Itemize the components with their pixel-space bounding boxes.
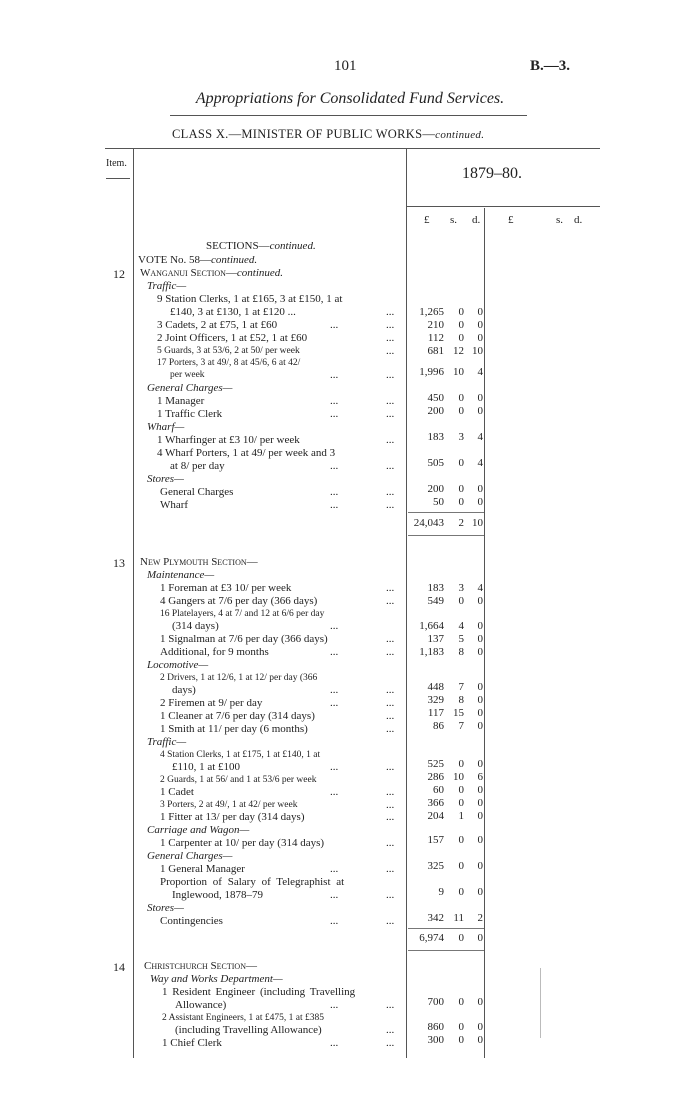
dot-leader: ... [330, 486, 339, 498]
amount-pounds: 1,664 [419, 620, 444, 632]
line-item: 2 Assistant Engineers, 1 at £475, 1 at £385 [162, 1013, 325, 1023]
item-number: 14 [113, 960, 125, 974]
line-item: 16 Platelayers, 4 at 7/ and 12 at 6/6 per day [160, 609, 325, 619]
line-item: Inglewood, 1878–79 [172, 889, 264, 901]
line-item: (including Travelling Allowance) [175, 1024, 322, 1036]
dot-leader: ... [330, 620, 339, 632]
amount-shillings: 10 [453, 366, 464, 378]
line-item: 1 Signalman at 7/6 per day (366 days) [160, 633, 328, 645]
subheading: Traffic— [147, 280, 187, 292]
amount-pence: 0 [477, 483, 483, 495]
amount-shillings: 0 [458, 319, 464, 331]
dot-leader: ... [386, 646, 395, 658]
amount-pounds: 117 [427, 707, 444, 719]
subheading: General Charges— [147, 382, 233, 394]
line-item: (314 days) [172, 620, 219, 632]
amount-pence: 0 [477, 595, 483, 607]
dot-leader: ... [386, 369, 395, 381]
dot-leader: ... [386, 332, 395, 344]
total-shillings: 2 [458, 517, 464, 529]
amount-shillings: 0 [458, 595, 464, 607]
item-column-header: Item. [106, 158, 127, 169]
dot-leader: ... [386, 761, 395, 773]
subheading: Maintenance— [147, 569, 215, 581]
line-item: 1 Chief Clerk [162, 1037, 222, 1049]
amount-shillings: 0 [458, 758, 464, 770]
line-item: at 8/ per day [170, 460, 225, 472]
dot-leader: ... [386, 595, 395, 607]
amount-shillings: 0 [458, 332, 464, 344]
line-item: £110, 1 at £100 [172, 761, 241, 773]
dot-leader: ... [330, 915, 339, 927]
amount-pounds: 183 [427, 582, 444, 594]
dot-leader: ... [386, 863, 395, 875]
amount-pence: 4 [477, 366, 483, 378]
item-number: 12 [113, 267, 125, 281]
dot-leader: ... [386, 499, 395, 511]
amount-shillings: 1 [458, 810, 464, 822]
item-header-rule [106, 178, 130, 179]
subheading: Carriage and Wagon— [147, 824, 250, 836]
line-item: 17 Porters, 3 at 49/, 8 at 45/6, 6 at 42/ [157, 358, 301, 368]
amount-pounds: 448 [427, 681, 444, 693]
dot-leader: ... [386, 434, 395, 446]
amount-pounds: 860 [427, 1021, 444, 1033]
dot-leader: ... [386, 710, 395, 722]
dot-leader: ... [386, 1037, 395, 1049]
vote-heading: VOTE No. 58—continued. [138, 254, 258, 266]
amount-pence: 0 [477, 860, 483, 872]
amount-pence: 2 [477, 912, 483, 924]
line-item: 2 Firemen at 9/ per day [160, 697, 263, 709]
amount-pence: 0 [477, 1034, 483, 1046]
dot-leader: ... [386, 306, 395, 318]
subheading: Way and Works Department— [150, 973, 283, 985]
amount-shillings: 3 [458, 582, 464, 594]
amount-pence: 6 [477, 771, 483, 783]
line-item: 1 Wharfinger at £3 10/ per week [157, 434, 300, 446]
line-item: 2 Guards, 1 at 56/ and 1 at 53/6 per week [160, 775, 317, 785]
amount-pence: 0 [477, 784, 483, 796]
amount-pence: 0 [477, 810, 483, 822]
line-item: 1 Fitter at 13/ per day (314 days) [160, 811, 305, 823]
amount-pence: 0 [477, 392, 483, 404]
dot-leader: ... [386, 345, 395, 357]
subheading: Stores— [147, 902, 184, 914]
amount-pence: 0 [477, 996, 483, 1008]
total-pence: 10 [472, 517, 483, 529]
dot-leader: ... [330, 369, 339, 381]
section-title: Christchurch Section— [144, 960, 257, 972]
amount-pence: 0 [477, 306, 483, 318]
item-column-rule [133, 148, 134, 1058]
amount-pence: 0 [477, 707, 483, 719]
line-item: 1 Manager [157, 395, 205, 407]
amount-pence: 4 [477, 457, 483, 469]
amount-pounds: 525 [427, 758, 444, 770]
dot-leader: ... [330, 1037, 339, 1049]
dot-leader: ... [386, 486, 395, 498]
amount-shillings: 8 [458, 694, 464, 706]
line-item: Wharf [160, 499, 189, 511]
title-rule [170, 115, 527, 116]
dot-leader: ... [386, 799, 395, 811]
line-item: Contingencies [160, 915, 223, 927]
amount-pence: 0 [477, 797, 483, 809]
subheading: General Charges— [147, 850, 233, 862]
amount-shillings: 0 [458, 1021, 464, 1033]
line-item: 1 General Manager [160, 863, 245, 875]
amount-shillings: 7 [458, 720, 464, 732]
amount-shillings: 0 [458, 496, 464, 508]
dot-leader: ... [386, 697, 395, 709]
line-item: 9 Station Clerks, 1 at £165, 3 at £150, 1 at [157, 293, 343, 305]
amount-shillings: 0 [458, 784, 464, 796]
line-item: General Charges [160, 486, 234, 498]
section-title: New Plymouth Section— [140, 556, 258, 568]
dot-leader: ... [386, 582, 395, 594]
amount-shillings: 0 [458, 405, 464, 417]
amount-pence: 0 [477, 620, 483, 632]
subtotal-rule [408, 512, 484, 513]
amount-shillings: 10 [453, 771, 464, 783]
amount-shillings: 7 [458, 681, 464, 693]
amount-pence: 0 [477, 405, 483, 417]
line-item: 1 Resident Engineer (including Travelling [162, 986, 356, 998]
dot-leader: ... [386, 319, 395, 331]
line-item: 1 Cadet [160, 786, 194, 798]
text-column-rule [406, 148, 407, 1058]
amount-pounds: 200 [427, 405, 444, 417]
amount-pounds: 549 [427, 595, 444, 607]
dot-leader: ... [386, 395, 395, 407]
subheading: Wharf— [147, 421, 185, 433]
amount-pence: 0 [477, 681, 483, 693]
year-header: 1879–80. [462, 165, 522, 182]
amount-pence: 0 [477, 1021, 483, 1033]
line-item: Allowance) [175, 999, 227, 1011]
line-item: 1 Traffic Clerk [157, 408, 223, 420]
amount-pounds: 137 [427, 633, 444, 645]
amount-shillings: 0 [458, 860, 464, 872]
dot-leader: ... [386, 1024, 395, 1036]
total-pounds: 24,043 [413, 517, 444, 529]
amount-pounds: 86 [433, 720, 444, 732]
amount-shillings: 0 [458, 1034, 464, 1046]
table-top-rule [105, 148, 600, 149]
line-item: 3 Cadets, 2 at £75, 1 at £60 [157, 319, 278, 331]
amount-pounds: 112 [427, 332, 444, 344]
total-pounds: 6,974 [419, 932, 444, 944]
amount-pounds: 1,996 [419, 366, 444, 378]
amount-pounds: 286 [427, 771, 444, 783]
total-shillings: 0 [458, 932, 464, 944]
line-item: 3 Porters, 2 at 49/, 1 at 42/ per week [160, 800, 298, 810]
amount-pence: 4 [477, 431, 483, 443]
amount-pounds: 9 [438, 886, 444, 898]
amount-pence: 0 [477, 332, 483, 344]
amount-pounds: 1,183 [419, 646, 444, 658]
line-item: 4 Wharf Porters, 1 at 49/ per week and 3 [157, 447, 336, 459]
dot-leader: ... [386, 786, 395, 798]
amount-pence: 0 [477, 886, 483, 898]
amount-pounds: 329 [427, 694, 444, 706]
dot-leader: ... [386, 633, 395, 645]
pence-header: d. [472, 214, 481, 226]
amount-shillings: 0 [458, 306, 464, 318]
line-item: 1 Smith at 11/ per day (6 months) [160, 723, 308, 735]
amount-shillings: 5 [458, 633, 464, 645]
amount-shillings: 0 [458, 797, 464, 809]
line-item: £140, 3 at £130, 1 at £120 ... [170, 306, 296, 318]
amount-shillings: 3 [458, 431, 464, 443]
line-item: 5 Guards, 3 at 53/6, 2 at 50/ per week [157, 346, 300, 356]
dot-leader: ... [330, 319, 339, 331]
line-item: Proportion of Salary of Telegraphist at [160, 876, 345, 888]
line-item: 1 Cleaner at 7/6 per day (314 days) [160, 710, 315, 722]
line-item: 2 Drivers, 1 at 12/6, 1 at 12/ per day (366 [160, 673, 318, 683]
subheading: Stores— [147, 473, 184, 485]
line-item: per week [170, 370, 205, 380]
amount-pounds: 200 [427, 483, 444, 495]
amount-shillings: 0 [458, 834, 464, 846]
amount-shillings: 4 [458, 620, 464, 632]
amount-pence: 4 [477, 582, 483, 594]
faint-margin-mark [540, 968, 541, 1038]
amount-pounds: 505 [427, 457, 444, 469]
pound-header: £ [424, 214, 430, 226]
amount-pounds: 325 [427, 860, 444, 872]
amount-pounds: 1,265 [419, 306, 444, 318]
dot-leader: ... [330, 646, 339, 658]
dot-leader: ... [386, 999, 395, 1011]
amount-shillings: 0 [458, 457, 464, 469]
pound-header-2: £ [508, 214, 514, 226]
amount-pounds: 342 [427, 912, 444, 924]
class-heading: CLASS X.—MINISTER OF PUBLIC WORKS—continued. [172, 127, 485, 141]
amount-shillings: 12 [453, 345, 464, 357]
amount-pence: 0 [477, 694, 483, 706]
dot-leader: ... [386, 460, 395, 472]
document-reference: B.—3. [530, 58, 571, 74]
amount-shillings: 8 [458, 646, 464, 658]
amount-pence: 0 [477, 633, 483, 645]
line-item: 2 Joint Officers, 1 at £52, 1 at £60 [157, 332, 308, 344]
amount-pence: 10 [472, 345, 483, 357]
amount-pence: 0 [477, 720, 483, 732]
item-number: 13 [113, 556, 125, 570]
amount-pounds: 157 [427, 834, 444, 846]
amount-shillings: 11 [453, 912, 464, 924]
amount-pounds: 700 [427, 996, 444, 1008]
total-pence: 0 [477, 932, 483, 944]
line-item: 1 Foreman at £3 10/ per week [160, 582, 292, 594]
dot-leader: ... [330, 999, 339, 1011]
year-header-rule [407, 206, 600, 207]
dot-leader: ... [386, 811, 395, 823]
total-rule [408, 950, 484, 951]
dot-leader: ... [330, 460, 339, 472]
line-item: Additional, for 9 months [160, 646, 269, 658]
subheading: Traffic— [147, 736, 187, 748]
dot-leader: ... [330, 395, 339, 407]
line-item: 1 Carpenter at 10/ per day (314 days) [160, 837, 325, 849]
dot-leader: ... [330, 408, 339, 420]
line-item: 4 Gangers at 7/6 per day (366 days) [160, 595, 318, 607]
shilling-header: s. [450, 214, 458, 226]
dot-leader: ... [386, 889, 395, 901]
amount-shillings: 0 [458, 392, 464, 404]
dot-leader: ... [330, 697, 339, 709]
amount-pence: 0 [477, 758, 483, 770]
dot-leader: ... [330, 889, 339, 901]
shilling-header-2: s. [556, 214, 564, 226]
amount-pence: 0 [477, 646, 483, 658]
dot-leader: ... [386, 684, 395, 696]
dot-leader: ... [330, 786, 339, 798]
subheading: Locomotive— [147, 659, 209, 671]
page-title: Appropriations for Consolidated Fund Services. [195, 90, 505, 107]
dot-leader: ... [386, 837, 395, 849]
dot-leader: ... [330, 761, 339, 773]
dot-leader: ... [386, 915, 395, 927]
subtotal-rule [408, 928, 484, 929]
amount-pounds: 681 [427, 345, 444, 357]
dot-leader: ... [330, 499, 339, 511]
amount-pounds: 50 [433, 496, 444, 508]
amount-pounds: 204 [427, 810, 444, 822]
amount-pence: 0 [477, 496, 483, 508]
amount-shillings: 0 [458, 483, 464, 495]
total-rule [408, 535, 484, 536]
dot-leader: ... [386, 723, 395, 735]
section-title: Wanganui Section—continued. [140, 267, 284, 279]
amount-pence: 0 [477, 319, 483, 331]
amount-pounds: 300 [427, 1034, 444, 1046]
amount-pounds: 183 [427, 431, 444, 443]
amount-shillings: 15 [453, 707, 464, 719]
dot-leader: ... [386, 408, 395, 420]
amount-shillings: 0 [458, 886, 464, 898]
amount-column-rule [484, 208, 485, 1058]
amount-pence: 0 [477, 834, 483, 846]
dot-leader: ... [330, 863, 339, 875]
line-item: days) [172, 684, 196, 696]
amount-shillings: 0 [458, 996, 464, 1008]
dot-leader: ... [330, 684, 339, 696]
amount-pounds: 210 [427, 319, 444, 331]
line-item: 4 Station Clerks, 1 at £175, 1 at £140, 1 at [160, 750, 321, 760]
sections-heading: SECTIONS—continued. [206, 240, 316, 252]
amount-pounds: 60 [433, 784, 444, 796]
pence-header-2: d. [574, 214, 583, 226]
amount-pounds: 450 [427, 392, 444, 404]
amount-pounds: 366 [427, 797, 444, 809]
page-number: 101 [334, 58, 357, 74]
